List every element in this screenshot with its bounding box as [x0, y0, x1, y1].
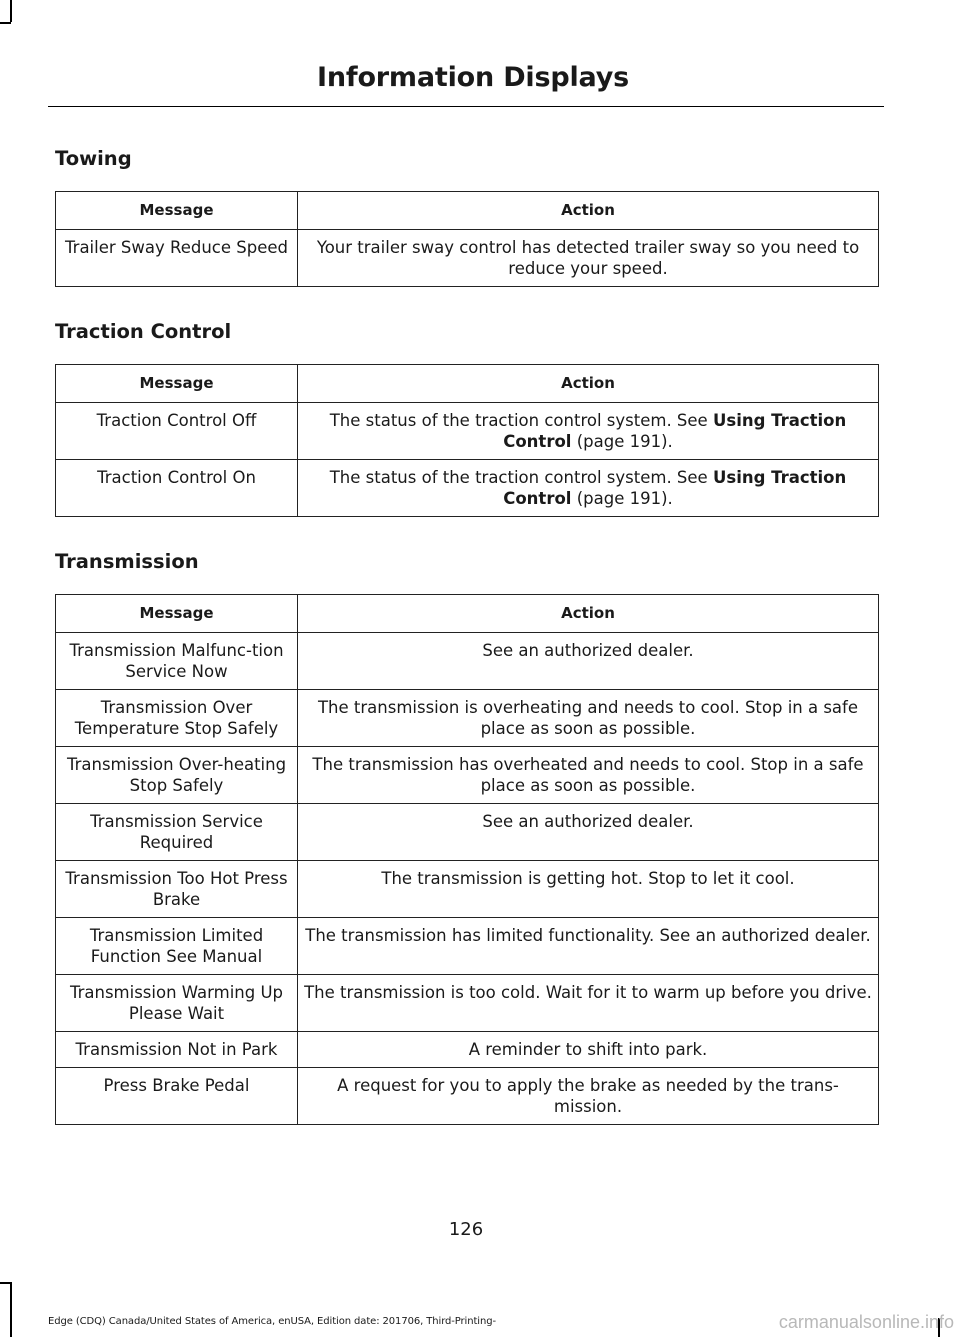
action-cell — [298, 1068, 879, 1125]
action-text: See an authorized dealer. — [482, 641, 694, 660]
message-cell: Traction Control On — [56, 460, 298, 517]
traction-control-rows — [56, 403, 879, 517]
crop-mark — [10, 0, 12, 22]
action-text: The transmission is getting hot. Stop to let it cool. — [381, 869, 795, 888]
section-title-transmission: Transmission — [55, 550, 199, 573]
section-title-traction-control: Traction Control — [55, 320, 232, 343]
action-cell — [298, 1032, 879, 1068]
table-row — [56, 1032, 879, 1068]
action-cell — [298, 230, 879, 287]
table-header-row — [56, 595, 879, 633]
transmission-rows — [56, 633, 879, 1125]
column-header-message: Message — [56, 595, 298, 633]
message-cell: Transmission Limited Function See Manual — [56, 918, 298, 975]
column-header-action: Action — [298, 595, 879, 633]
table-row — [56, 747, 879, 804]
footer-text: Edge (CDQ) Canada/United States of America, enUSA, Edition date: 201706, Third-Printing- — [48, 1316, 496, 1327]
page-reference: (page 191). — [571, 432, 673, 451]
column-header-action: Action — [298, 192, 879, 230]
table-header-row — [56, 365, 879, 403]
message-cell: Transmission Warming Up Please Wait — [56, 975, 298, 1032]
action-text: The transmission has limited functionality. See an authorized dealer. — [305, 926, 871, 945]
table-row — [56, 403, 879, 460]
section-title-towing: Towing — [55, 147, 132, 170]
message-cell: Transmission Too Hot Press Brake — [56, 861, 298, 918]
action-text: The transmission has overheated and needs to cool. Stop in a safe place as soon as possible. — [312, 755, 864, 795]
table-row — [56, 460, 879, 517]
header-divider — [48, 106, 884, 107]
traction-control-table — [55, 364, 879, 517]
action-cell — [298, 403, 879, 460]
action-text: The status of the traction control system. See — [329, 411, 713, 430]
towing-table — [55, 191, 879, 287]
message-cell: Trailer Sway Reduce Speed — [56, 230, 298, 287]
action-cell — [298, 747, 879, 804]
action-cell — [298, 861, 879, 918]
column-header-action: Action — [298, 365, 879, 403]
action-cell — [298, 690, 879, 747]
message-cell: Traction Control Off — [56, 403, 298, 460]
action-text: The transmission is too cold. Wait for it to warm up before you drive. — [304, 983, 872, 1002]
table-row — [56, 633, 879, 690]
action-text: A reminder to shift into park. — [468, 1040, 708, 1059]
column-header-message: Message — [56, 192, 298, 230]
column-header-message: Message — [56, 365, 298, 403]
table-row — [56, 230, 879, 287]
action-cell — [298, 633, 879, 690]
page-title: Information Displays — [317, 62, 629, 93]
page-number: 126 — [448, 1219, 484, 1240]
message-cell: Transmission Not in Park — [56, 1032, 298, 1068]
action-cell — [298, 918, 879, 975]
cross-reference-link[interactable]: Using Traction Control — [503, 468, 847, 508]
message-cell: Transmission Over-heating Stop Safely — [56, 747, 298, 804]
action-cell — [298, 975, 879, 1032]
message-cell: Transmission Malfunc-tion Service Now — [56, 633, 298, 690]
page-reference: (page 191). — [571, 489, 673, 508]
message-cell: Transmission Service Required — [56, 804, 298, 861]
crop-mark — [0, 1282, 11, 1284]
action-text: See an authorized dealer. — [482, 812, 694, 831]
table-row — [56, 690, 879, 747]
table-row — [56, 861, 879, 918]
crop-mark — [0, 22, 11, 24]
towing-rows — [56, 230, 879, 287]
action-cell — [298, 460, 879, 517]
message-cell: Transmission Over Temperature Stop Safely — [56, 690, 298, 747]
watermark: carmanualsonline.info — [778, 1312, 954, 1332]
crop-mark — [10, 1282, 12, 1337]
table-row — [56, 975, 879, 1032]
action-text: A request for you to apply the brake as needed by the trans-mission. — [337, 1076, 839, 1116]
table-header-row — [56, 192, 879, 230]
action-text: The status of the traction control system. See — [329, 468, 713, 487]
table-row — [56, 804, 879, 861]
table-row — [56, 1068, 879, 1125]
transmission-table — [55, 594, 879, 1125]
action-cell — [298, 804, 879, 861]
table-row — [56, 918, 879, 975]
action-text: Your trailer sway control has detected trailer sway so you need to reduce your speed. — [316, 238, 860, 278]
cross-reference-link[interactable]: Using Traction Control — [503, 411, 847, 451]
action-text: The transmission is overheating and needs to cool. Stop in a safe place as soon as possible. — [317, 698, 859, 738]
message-cell: Press Brake Pedal — [56, 1068, 298, 1125]
